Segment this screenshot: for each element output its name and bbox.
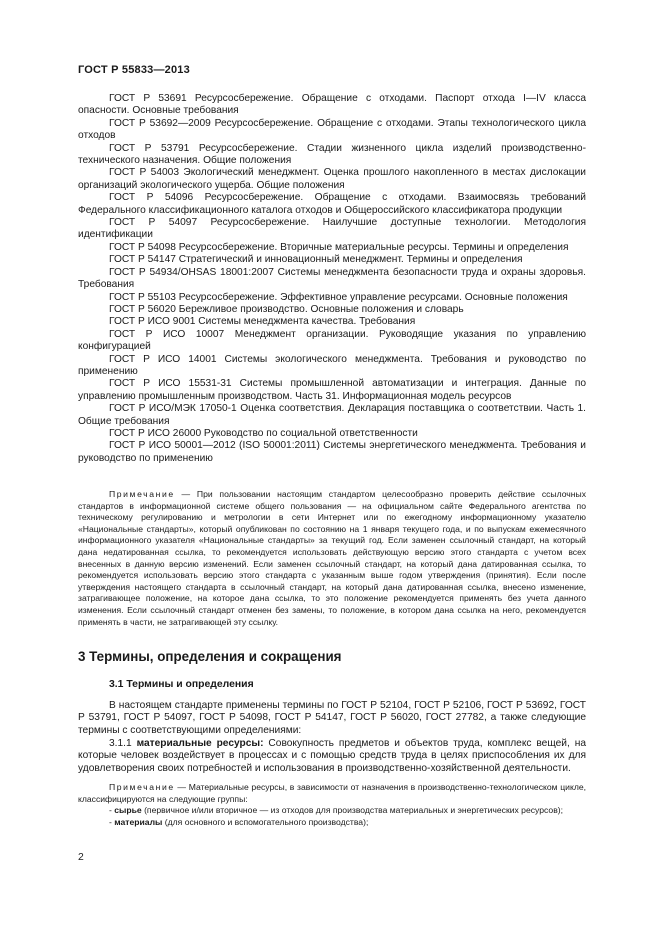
bullet-dash: -: [109, 816, 115, 827]
bullet-item: [78, 817, 586, 829]
note-text: — При пользовании настоящим стандартом целесообразно проверить действие ссылочных стандартов в информационной системе общего пользования — на официальном сайте Федерального агентства по техническому регулированию и метрологии в сети Интернет или по ежегодному информационному указателю «Национальные стандарты», который опубликован по состоянию на 1 января текущего года, и по выпускам ежемесячного информационного указателя «Национальные стандарты» за текущий год. Если заменен ссылочный стандарт, на который дана недатированная ссылка, то рекомендуется использовать действующую версию этого стандарта с учетом всех внесенных в данную версию изменений. Если заменен ссылочный стандарт, на который дана датированная ссылка, то рекомендуется использовать версию этого стандарта с указанным выше годом утверждения (принятия). Если после утверждения настоящего стандарта в ссылочный стандарт, на который дана датированная ссылка, внесено изменение, затрагивающее положение, на которое дана ссылка, то это положение рекомендуется применять без учета данного изменения. Если ссылочный стандарт отменен без замены, то положение, в котором дана ссылка на него, рекомендуется применять в части, не затрагивающей эту ссылку.: [78, 489, 586, 627]
bullet-text: (первичное и/или вторичное — из отходов для производства материальных и энергетических ресурсов);: [141, 805, 564, 816]
term-note-text: — Материальные ресурсы, в зависимости от назначения в производственно-технологическом цикле, классифицируются на следующие группы:: [78, 782, 586, 804]
reference-item: ГОСТ Р ИСО 26000 Руководство по социальной ответственности: [109, 427, 418, 439]
bullet-text: (для основного и вспомогательного производства);: [162, 816, 369, 827]
bullet-item: [78, 805, 586, 817]
reference-item: ГОСТ Р ИСО 9001 Системы менеджмента качества. Требования: [109, 316, 416, 328]
bullet-term: сырье: [114, 805, 142, 816]
note-label: Примечание: [109, 489, 175, 499]
reference-item: ГОСТ Р ИСО 10007 Менеджмент организации. Руководящие указания по управлению конфигурацией: [78, 328, 586, 353]
reference-item: ГОСТ Р ИСО 15531-31 Системы промышленной автоматизации и интеграция. Данные по управлению промышленным производством. Часть 31. Информационная модель ресурсов: [78, 378, 586, 402]
references-note: [78, 489, 586, 628]
reference-item: ГОСТ Р 56020 Бережливое производство. Основные положения и словарь: [109, 303, 464, 315]
reference-item: ГОСТ Р 54147 Стратегический и инновационный менеджмент. Термины и определения: [109, 254, 523, 266]
reference-item: ГОСТ Р 53691 Ресурсосбережение. Обращение с отходами. Паспорт отхода I—IV класса опасности. Основные требования: [78, 93, 586, 117]
reference-item: ГОСТ Р 54934/OHSAS 18001:2007 Системы менеджмента безопасности труда и охраны здоровья. Требования: [78, 266, 586, 291]
page-number: 2: [78, 852, 84, 863]
bullet-term: материалы: [114, 816, 163, 827]
reference-item: ГОСТ Р 53692—2009 Ресурсосбережение. Обращение с отходами. Этапы технологического цикла отходов: [78, 117, 586, 142]
reference-item: ГОСТ Р 53791 Ресурсосбережение. Стадии жизненного цикла изделий производственно-технического назначения. Общие положения: [78, 142, 586, 167]
term-definition: [78, 738, 586, 775]
bullet-dash: -: [109, 805, 115, 816]
term-note: [78, 782, 586, 828]
reference-item: ГОСТ Р ИСО 14001 Системы экологического менеджмента. Требования и руководство по применению: [78, 353, 586, 377]
references-list: [78, 93, 586, 465]
term-name: материальные ресурсы:: [136, 738, 264, 749]
reference-item: ГОСТ Р ИСО 50001—2012 (ISO 50001:2011) Системы энергетического менеджмента. Требования и руководство по применению: [78, 440, 586, 464]
section-heading: 3 Термины, определения и сокращения: [78, 649, 342, 664]
document-header: ГОСТ Р 55833—2013: [78, 64, 190, 76]
term-number: 3.1.1: [109, 738, 137, 749]
reference-item: ГОСТ Р 54098 Ресурсосбережение. Вторичные материальные ресурсы. Термины и определения: [109, 241, 569, 253]
subsection-heading: 3.1 Термины и определения: [109, 679, 254, 690]
term-note-label: Примечание: [109, 782, 175, 792]
reference-item: ГОСТ Р 54096 Ресурсосбережение. Обращение с отходами. Взаимосвязь требований Федерального классификационного каталога отходов и Общероссийского классификатора продукции: [78, 192, 586, 216]
terms-intro: В настоящем стандарте применены термины по ГОСТ Р 52104, ГОСТ Р 52106, ГОСТ Р 53692, ГОСТ Р 53791, ГОСТ Р 54097, ГОСТ Р 54098, ГОСТ Р 54147, ГОСТ Р 56020, ГОСТ 27782, а также следующие термины с соответствующими определениями:: [78, 700, 586, 736]
reference-item: ГОСТ Р ИСО/МЭК 17050-1 Оценка соответствия. Декларация поставщика о соответствии. Часть 1. Общие требования: [78, 403, 586, 427]
term-note-line: [78, 782, 586, 805]
reference-item: ГОСТ Р 54003 Экологический менеджмент. Оценка прошлого накопленного в местах дислокации организаций экологического ущерба. Общие положения: [78, 167, 586, 191]
reference-item: ГОСТ Р 54097 Ресурсосбережение. Наилучшие доступные технологии. Методология идентификации: [78, 217, 586, 241]
reference-item: ГОСТ Р 55103 Ресурсосбережение. Эффективное управление ресурсами. Основные положения: [109, 291, 568, 303]
term-text: Совокупность предметов и объектов труда, комплекс вещей, на которые человек воздействует в процессах и с помощью средств труда в целях приспособления их для удовлетворения своих потребностей и использования в производственно-хозяйственной деятельности.: [78, 738, 586, 774]
